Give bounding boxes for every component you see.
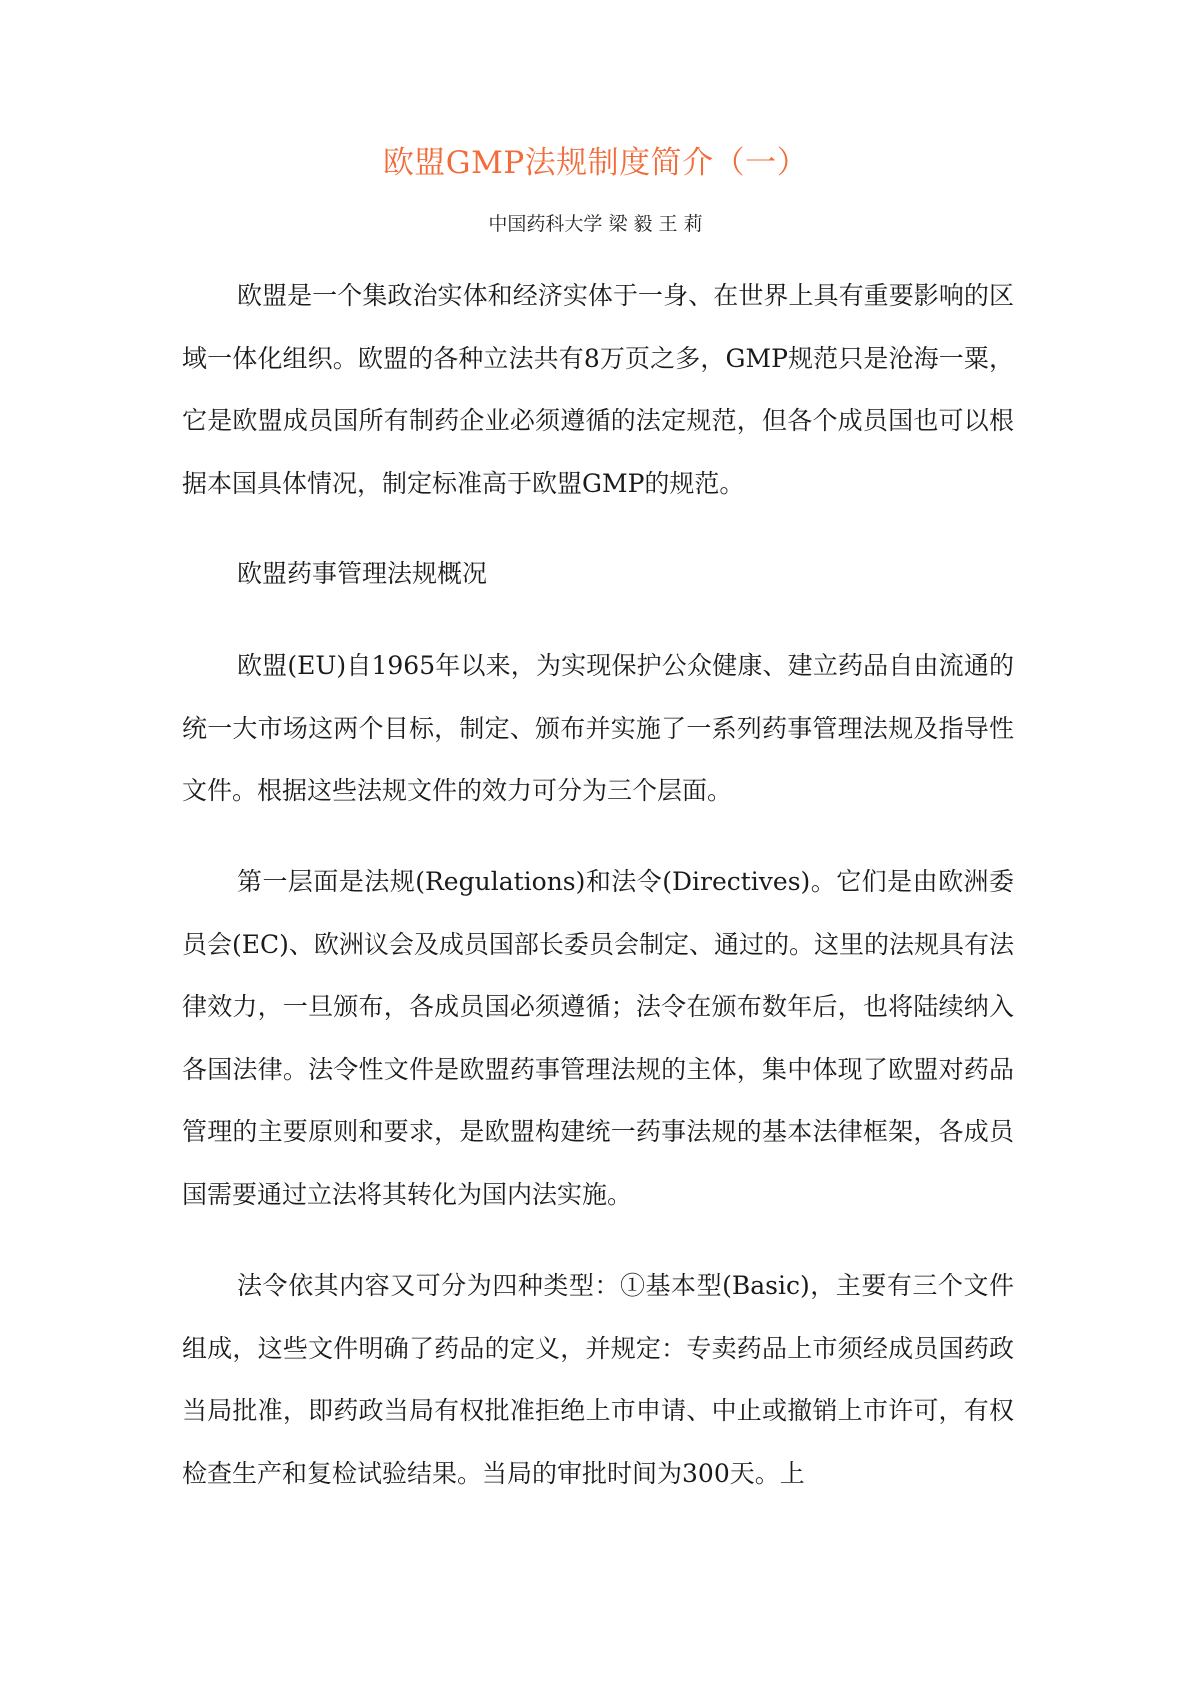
paragraph-first-level: 第一层面是法规(Regulations)和法令(Directives)。它们是由欧洲委员会(EC)、欧洲议会及成员国部长委员会制定、通过的。这里的法规具有法律效力，一旦颁布，各成员国必须遵循；法令在颁布数年后，也将陆续纳入各国法律。法令性文件是欧盟药事管理法规的主体，集中体现了欧盟对药品管理的主要原则和要求，是欧盟构建统一药事法规的基本法律框架，各成员国需要通过立法将其转化为国内法实施。 bbox=[182, 867, 1014, 1209]
paragraph-directive-types: 法令依其内容又可分为四种类型：①基本型(Basic)，主要有三个文件组成，这些文件明确了药品的定义，并规定：专卖药品上市须经成员国药政当局批准，即药政当局有权批准拒绝上市申请、中止或撤销上市许可，有权检查生产和复检试验结果。当局的审批时间为300天。上 bbox=[182, 1271, 1014, 1488]
document-authors: 中国药科大学 梁 毅 王 莉 bbox=[488, 213, 703, 235]
section-heading: 欧盟药事管理法规概况 bbox=[237, 559, 488, 588]
paragraph-intro: 欧盟是一个集政治实体和经济实体于一身、在世界上具有重要影响的区域一体化组织。欧盟的各种立法共有8万页之多，GMP规范只是沧海一粟，它是欧盟成员国所有制药企业必须遵循的法定规范，但各个成员国也可以根据本国具体情况，制定标准高于欧盟GMP的规范。 bbox=[182, 281, 1014, 498]
document-title: 欧盟GMP法规制度简介（一） bbox=[382, 145, 809, 181]
paragraph-overview: 欧盟(EU)自1965年以来，为实现保护公众健康、建立药品自由流通的统一大市场这两个目标，制定、颁布并实施了一系列药事管理法规及指导性文件。根据这些法规文件的效力可分为三个层面。 bbox=[182, 651, 1014, 805]
